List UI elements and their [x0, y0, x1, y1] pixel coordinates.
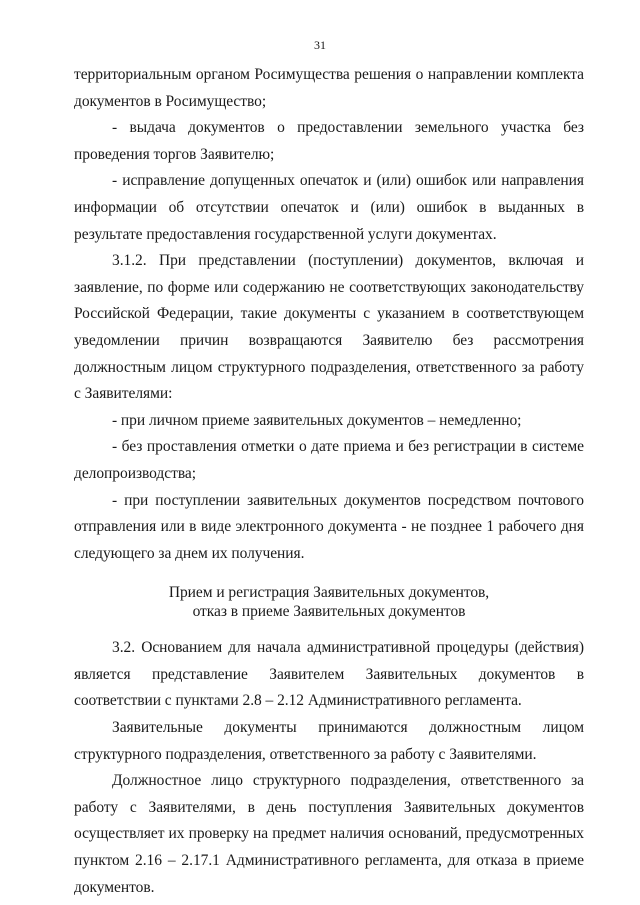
paragraph: - выдача документов о предоставлении земельного участка без проведения торгов Заявителю; — [74, 119, 584, 163]
paragraph: - при личном приеме заявительных документов – немедленно; — [112, 411, 522, 429]
paragraph: - без проставления отметки о дате приема и без регистрации в системе делопроизводства; — [74, 438, 584, 482]
section-heading-line: Прием и регистрация Заявительных документов, — [168, 584, 490, 602]
paragraph: Должностное лицо структурного подразделения, ответственного за работу с Заявителями, в день поступления Заявительных документов осуществляет их проверку на предмет наличия оснований, предусмотренных пунктом 2.16 – 2.17.1 Административного регламента, для отказа в приеме документов. — [74, 772, 584, 896]
section-heading-line: отказ в приеме Заявительных документов — [192, 603, 466, 621]
page-number: 31 — [314, 38, 326, 52]
section-heading — [74, 583, 584, 621]
paragraph: - при поступлении заявительных документов посредством почтового отправления или в виде электронного документа - не позднее 1 рабочего дня следующего за днем их получения. — [74, 491, 584, 562]
paragraph: 3.2. Основанием для начала административной процедуры (действия) является представление Заявителем Заявительных документов в соответствии с пунктами 2.8 – 2.12 Административного регламента. — [74, 639, 584, 710]
document-body — [74, 62, 584, 901]
paragraph: 3.1.2. При представлении (поступлении) документов, включая и заявление, по форме или содержанию не соответствующих законодательству Российской Федерации, такие документы с указанием в соответствующем уведомлении причин возвращаются Заявителю без рассмотрения должностным лицом структурного подразделения, ответственного за работу с Заявителями: — [74, 252, 584, 403]
paragraph: - исправление допущенных опечаток и (или) ошибок или направления информации об отсутствии опечаток и (или) ошибок в выданных в результате предоставления государственной услуги документах. — [74, 172, 584, 243]
paragraph: Заявительные документы принимаются должностным лицом структурного подразделения, ответственного за работу с Заявителями. — [74, 719, 584, 763]
paragraph: территориальным органом Росимущества решения о направлении комплекта документов в Росимущество; — [74, 66, 584, 110]
